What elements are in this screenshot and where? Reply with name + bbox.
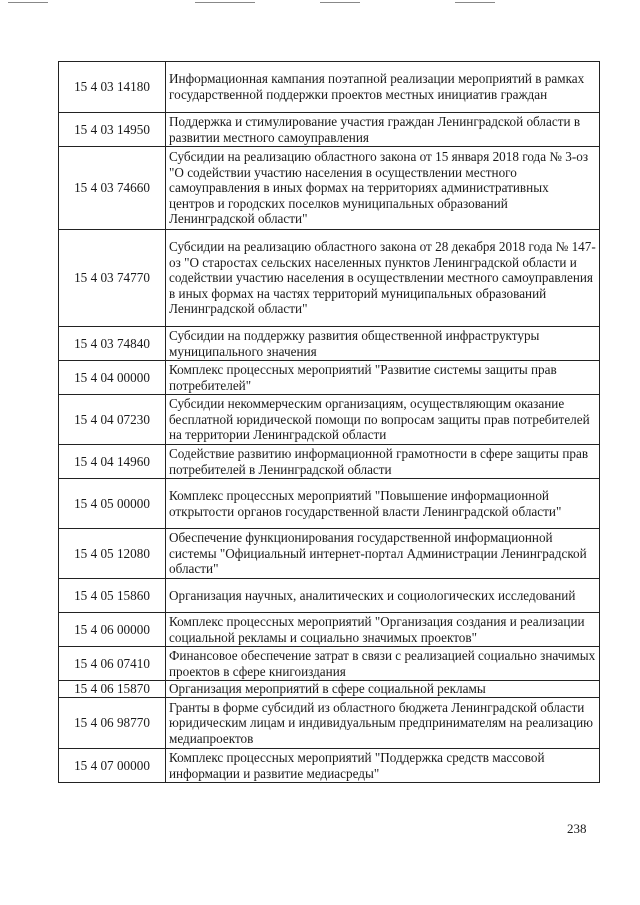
table-row bbox=[59, 579, 600, 613]
table-row bbox=[59, 613, 600, 647]
row-name: Субсидии некоммерческим организациям, осуществляющим оказание бесплатной юридической помощи по вопросам защиты прав потребителей на территории Ленинградской области bbox=[166, 395, 600, 445]
row-code: 15 4 07 00000 bbox=[59, 749, 166, 783]
row-name: Финансовое обеспечение затрат в связи с реализацией социально значимых проектов в сфере книгоиздания bbox=[166, 647, 600, 681]
table-row bbox=[59, 647, 600, 681]
row-code: 15 4 05 00000 bbox=[59, 479, 166, 529]
row-code: 15 4 03 14950 bbox=[59, 113, 166, 147]
row-name: Комплекс процессных мероприятий "Организация создания и реализации социальной рекламы и социально значимых проектов" bbox=[166, 613, 600, 647]
row-code: 15 4 03 74660 bbox=[59, 147, 166, 230]
row-name: Информационная кампания поэтапной реализации мероприятий в рамках государственной поддержки проектов местных инициатив граждан bbox=[166, 62, 600, 113]
table-row bbox=[59, 749, 600, 783]
row-name: Гранты в форме субсидий из областного бюджета Ленинградской области юридическим лицам и индивидуальным предпринимателям на реализацию медиапроектов bbox=[166, 698, 600, 749]
row-code: 15 4 03 74840 bbox=[59, 327, 166, 361]
row-code: 15 4 04 07230 bbox=[59, 395, 166, 445]
table-row bbox=[59, 445, 600, 479]
row-code: 15 4 04 00000 bbox=[59, 361, 166, 395]
row-code: 15 4 06 07410 bbox=[59, 647, 166, 681]
row-code: 15 4 06 00000 bbox=[59, 613, 166, 647]
row-name: Комплекс процессных мероприятий "Развитие системы защиты прав потребителей" bbox=[166, 361, 600, 395]
table-row bbox=[59, 361, 600, 395]
table-row bbox=[59, 230, 600, 327]
page-number: 238 bbox=[567, 821, 587, 836]
budget-classification-table bbox=[58, 61, 600, 783]
row-code: 15 4 05 12080 bbox=[59, 529, 166, 579]
row-name: Обеспечение функционирования государственной информационной системы "Официальный интернет-портал Администрации Ленинградской области" bbox=[166, 529, 600, 579]
row-code: 15 4 03 14180 bbox=[59, 62, 166, 113]
table-row bbox=[59, 147, 600, 230]
row-name: Субсидии на поддержку развития общественной инфраструктуры муниципального значения bbox=[166, 327, 600, 361]
row-name: Содействие развитию информационной грамотности в сфере защиты прав потребителей в Ленинградской области bbox=[166, 445, 600, 479]
row-name: Комплекс процессных мероприятий "Повышение информационной открытости органов государственной власти Ленинградской области" bbox=[166, 479, 600, 529]
table-row bbox=[59, 113, 600, 147]
row-name: Организация научных, аналитических и социологических исследований bbox=[166, 579, 600, 613]
table-row bbox=[59, 62, 600, 113]
row-name: Организация мероприятий в сфере социальной рекламы bbox=[166, 681, 600, 698]
row-code: 15 4 04 14960 bbox=[59, 445, 166, 479]
row-name: Поддержка и стимулирование участия граждан Ленинградской области в развитии местного самоуправления bbox=[166, 113, 600, 147]
table-row bbox=[59, 698, 600, 749]
table-body bbox=[59, 62, 600, 783]
table-row bbox=[59, 479, 600, 529]
row-name: Субсидии на реализацию областного закона от 15 января 2018 года № 3-оз "О содействии участию населения в осуществлении местного самоуправления в иных формах на территориях административных центров и городских поселков муниципальных образований Ленинградской области" bbox=[166, 147, 600, 230]
row-code: 15 4 06 98770 bbox=[59, 698, 166, 749]
scan-top-artifacts bbox=[0, 0, 640, 10]
row-name: Субсидии на реализацию областного закона от 28 декабря 2018 года № 147-оз "О старостах сельских населенных пунктов Ленинградской области и содействии участию населения в осуществлении местного самоуправления в иных формах на частях территорий муниципальных образований Ленинградской области" bbox=[166, 230, 600, 327]
row-code: 15 4 05 15860 bbox=[59, 579, 166, 613]
row-code: 15 4 03 74770 bbox=[59, 230, 166, 327]
table-row bbox=[59, 395, 600, 445]
row-name: Комплекс процессных мероприятий "Поддержка средств массовой информации и развитие медиасреды" bbox=[166, 749, 600, 783]
table-row bbox=[59, 327, 600, 361]
row-code: 15 4 06 15870 bbox=[59, 681, 166, 698]
table-row bbox=[59, 529, 600, 579]
table-row bbox=[59, 681, 600, 698]
